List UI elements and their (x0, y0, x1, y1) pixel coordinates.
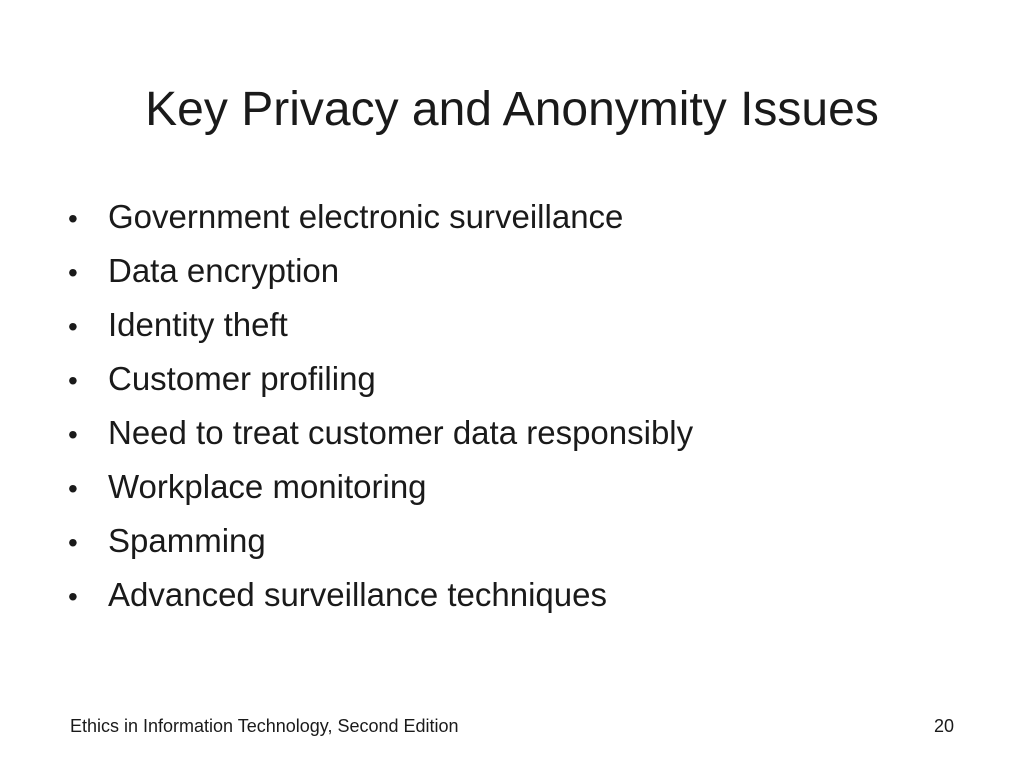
bullet-text: Data encryption (108, 252, 340, 289)
bullet-text: Advanced surveillance techniques (108, 576, 607, 613)
bullet-text: Need to treat customer data responsibly (108, 414, 694, 451)
bullet-icon: • (68, 203, 78, 234)
list-item (68, 190, 693, 244)
list-item (68, 406, 693, 460)
bullet-text: Government electronic surveillance (108, 198, 624, 235)
bullet-text: Customer profiling (108, 360, 376, 397)
page-number: 20 (933, 716, 954, 736)
bullet-list (68, 190, 693, 622)
bullet-icon: • (68, 365, 78, 396)
bullet-icon: • (68, 419, 78, 450)
footer-text: Ethics in Information Technology, Second Edition (70, 716, 459, 736)
bullet-icon: • (68, 527, 78, 558)
list-item (68, 244, 693, 298)
list-item (68, 568, 693, 622)
bullet-icon: • (68, 311, 78, 342)
bullet-icon: • (68, 473, 78, 504)
bullet-icon: • (68, 581, 78, 612)
list-item (68, 460, 693, 514)
bullet-text: Spamming (108, 522, 266, 559)
bullet-text: Workplace monitoring (108, 468, 427, 505)
slide-title: Key Privacy and Anonymity Issues (145, 83, 879, 136)
bullet-icon: • (68, 257, 78, 288)
list-item (68, 352, 693, 406)
bullet-text: Identity theft (108, 306, 288, 343)
list-item (68, 298, 693, 352)
list-item (68, 514, 693, 568)
